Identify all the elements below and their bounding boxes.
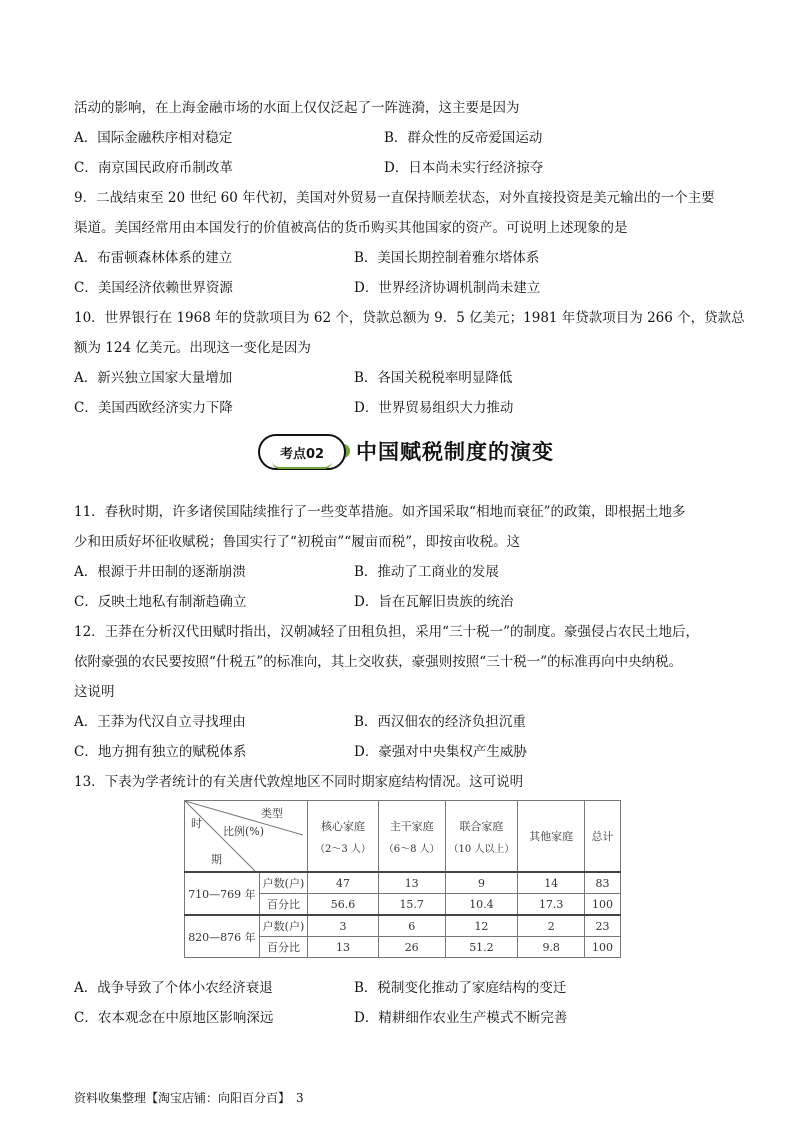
table-cell: 100 xyxy=(585,894,621,916)
header-name: 总计 xyxy=(591,830,614,843)
q10-stem-line-1: 10．世界银行在 1968 年的贷款项目为 62 个，贷款总额为 9．5 亿美元；1981 年贷款项目为 266 个，贷款总 xyxy=(74,310,745,326)
q8-option-a: A．国际金融秩序相对稳定 xyxy=(74,130,233,146)
q11-option-c: C．反映土地私有制渐趋确立 xyxy=(74,594,247,610)
q12-option-d: D．豪强对中央集权产生威胁 xyxy=(354,744,527,760)
corner-ratio-label: 比例(%) xyxy=(223,825,265,838)
table-cell: 9.8 xyxy=(518,937,585,958)
q10-option-a: A．新兴独立国家大量增加 xyxy=(74,370,233,386)
header-sub: （6～8 人） xyxy=(383,843,440,855)
q9-option-d: D．世界经济协调机制尚未建立 xyxy=(354,280,541,296)
q8-option-c: C．南京国民政府币制改革 xyxy=(74,160,233,176)
header-sub: （10 人以上） xyxy=(448,843,515,855)
table-cell: 13 xyxy=(308,937,379,958)
row-label: 百分比 xyxy=(259,894,307,916)
q10-stem-line-2: 额为 124 亿美元。出现这一变化是因为 xyxy=(74,340,311,356)
header-stem xyxy=(378,801,445,873)
q8-option-b: B．群众性的反帝爱国运动 xyxy=(384,130,543,146)
table-cell: 56.6 xyxy=(308,894,379,916)
q13-stem-line-1: 13．下表为学者统计的有关唐代敦煌地区不同时期家庭结构情况。这可说明 xyxy=(74,774,524,790)
table-cell: 10.4 xyxy=(445,894,518,916)
row-label: 户数(户) xyxy=(259,872,307,894)
q12-stem-line-1: 12．王莽在分析汉代田赋时指出，汉朝减轻了田租负担，采用“三十税一”的制度。豪强侵占农民土地后， xyxy=(74,624,699,640)
q13-option-a: A．战争导致了个体小农经济衰退 xyxy=(74,980,273,996)
header-name: 主干家庭 xyxy=(389,819,434,833)
corner-period-label: 期 xyxy=(211,853,222,866)
header-name: 核心家庭 xyxy=(320,819,365,833)
q12-stem-line-3: 这说明 xyxy=(74,684,115,700)
table-cell: 26 xyxy=(378,937,445,958)
q12-option-b: B．西汉佃农的经济负担沉重 xyxy=(354,714,526,730)
row-label: 户数(户) xyxy=(259,915,307,937)
section-header xyxy=(258,432,568,472)
q12-option-a: A．王莽为代汉自立寻找理由 xyxy=(74,714,246,730)
q9-option-b: B．美国长期控制着雅尔塔体系 xyxy=(354,250,540,266)
q9-option-a: A．布雷顿森林体系的建立 xyxy=(74,250,233,266)
header-nuclear xyxy=(308,801,379,873)
q11-option-d: D．旨在瓦解旧贵族的统治 xyxy=(354,594,514,610)
q13-option-c: C．农本观念在中原地区影响深远 xyxy=(74,1010,274,1026)
header-name: 联合家庭 xyxy=(459,819,504,833)
q10-option-d: D．世界贸易组织大力推动 xyxy=(354,400,514,416)
table-cell: 9 xyxy=(445,872,518,894)
q9-stem-line-2: 渠道。美国经常用由本国发行的价值被高估的货币购买其他国家的资产。可说明上述现象的是 xyxy=(74,220,628,236)
badge-underline-decoration xyxy=(272,461,332,469)
table-cell: 6 xyxy=(378,915,445,937)
section-title: 中国赋税制度的演变 xyxy=(356,440,554,464)
table-cell: 17.3 xyxy=(518,894,585,916)
header-other xyxy=(518,801,585,873)
q9-stem-line-1: 9．二战结束至 20 世纪 60 年代初，美国对外贸易一直保持顺差状态，对外直接投资是美元输出的一个主要 xyxy=(74,190,715,206)
row-label: 百分比 xyxy=(259,937,307,958)
q12-stem-line-2: 依附豪强的农民要按照“什税五”的标准向，其上交收获，豪强则按照“三十税一”的标准再向中央纳税。 xyxy=(74,654,683,670)
header-name: 其他家庭 xyxy=(529,830,574,843)
table-corner-cell xyxy=(185,801,308,873)
table-cell: 47 xyxy=(308,872,379,894)
page-footer: 资料收集整理【淘宝店铺：向阳百分百】 3 xyxy=(74,1091,304,1105)
corner-time-label: 时 xyxy=(191,817,202,830)
family-structure-table xyxy=(184,800,621,956)
table-cell: 3 xyxy=(308,915,379,937)
q12-option-c: C．地方拥有独立的赋税体系 xyxy=(74,744,247,760)
table-cell: 14 xyxy=(518,872,585,894)
table-cell: 83 xyxy=(585,872,621,894)
question-8-stem-tail: 活动的影响，在上海金融市场的水面上仅仅泛起了一阵涟漪，这主要是因为 xyxy=(74,100,520,116)
table-cell: 13 xyxy=(378,872,445,894)
q13-option-b: B．税制变化推动了家庭结构的变迁 xyxy=(354,980,567,996)
q11-stem-line-2: 少和田质好坏征收赋税；鲁国实行了“初税亩”“履亩而税”，即按亩收税。这 xyxy=(74,534,521,550)
table-cell: 2 xyxy=(518,915,585,937)
table-cell: 15.7 xyxy=(378,894,445,916)
q11-option-a: A．根源于井田制的逐渐崩溃 xyxy=(74,564,246,580)
table-cell: 23 xyxy=(585,915,621,937)
q11-option-b: B．推动了工商业的发展 xyxy=(354,564,499,580)
q8-option-d: D．日本尚未实行经济掠夺 xyxy=(384,160,544,176)
corner-type-label: 类型 xyxy=(261,807,283,820)
q10-option-b: B．各国关税税率明显降低 xyxy=(354,370,513,386)
q11-stem-line-1: 11．春秋时期，许多诸侯国陆续推行了一些变革措施。如齐国采取“相地而衰征”的政策，即根据土地多 xyxy=(74,504,686,520)
table-cell: 12 xyxy=(445,915,518,937)
period-cell: 820—876 年 xyxy=(185,915,260,958)
period-cell: 710—769 年 xyxy=(185,872,260,915)
q10-option-c: C．美国西欧经济实力下降 xyxy=(74,400,233,416)
table-cell: 51.2 xyxy=(445,937,518,958)
header-joint xyxy=(445,801,518,873)
section-badge: 考点02 xyxy=(258,434,346,470)
header-sub: （2～3 人） xyxy=(315,843,371,855)
header-total xyxy=(585,801,621,873)
q13-option-d: D．精耕细作农业生产模式不断完善 xyxy=(354,1010,568,1026)
table-cell: 100 xyxy=(585,937,621,958)
q9-option-c: C．美国经济依赖世界资源 xyxy=(74,280,233,296)
